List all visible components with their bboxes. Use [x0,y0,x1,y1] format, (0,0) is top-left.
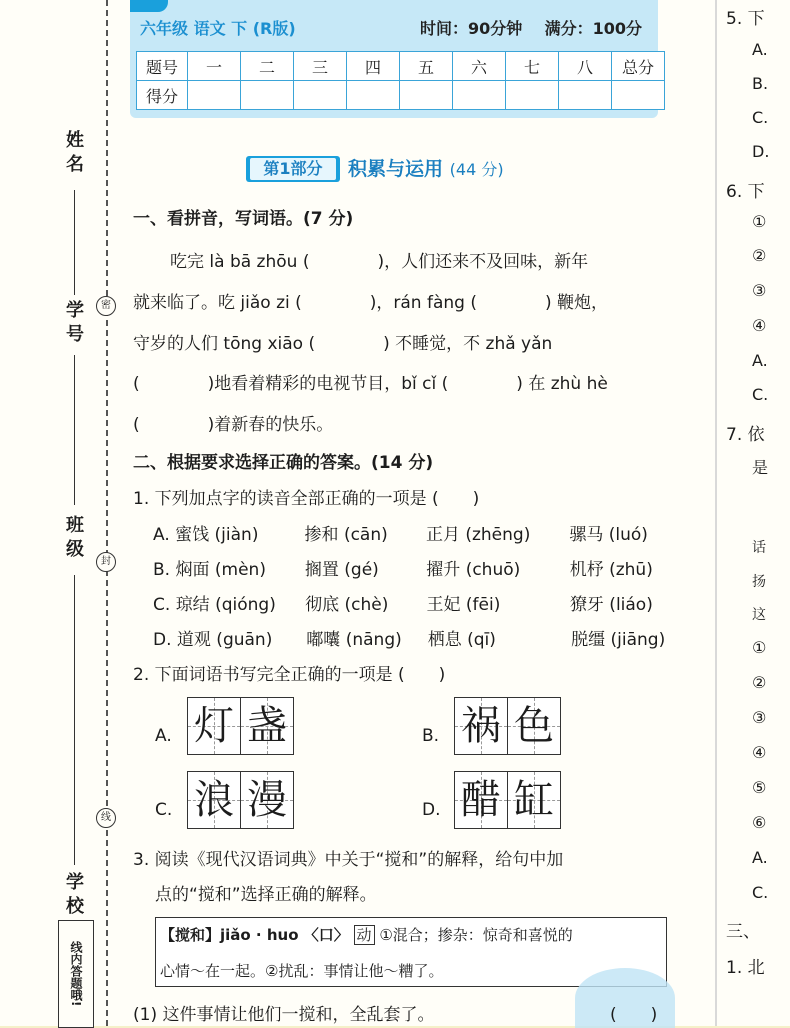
option-word: 蜜饯 (jiàn) [175,525,259,545]
section-title-text: 积累与运用 [348,158,444,180]
char: 醋 [461,777,501,823]
option-letter: D. [153,630,172,650]
header-tab [130,0,168,12]
grid-cell [241,698,293,754]
table-cell: 八 [559,52,612,81]
dict-headword: 【搅和】jiǎo · huo 〈口〉 [160,926,349,944]
score-input-cell[interactable] [400,81,453,110]
option-word: 道观 (guān) [176,630,273,650]
feng-seal-mark: 封 [96,552,116,572]
option-word: 机杼 (zhū) [569,560,653,580]
char: 浪 [194,777,234,823]
right-item: ④ [752,316,767,335]
right-item: ③ [752,281,767,300]
table-cell: 七 [506,52,559,81]
score-input-cell[interactable] [453,81,506,110]
grid-cell [241,772,293,828]
q2-1-option-b[interactable] [153,555,653,580]
score-input-cell[interactable] [241,81,294,110]
option-word: 搁置 (gé) [304,560,379,580]
score-input-cell[interactable] [559,81,612,110]
q2-2-stem: 2. 下面词语书写完全正确的一项是 ( ) [133,665,446,685]
option-word: 王妃 (fēi) [426,595,501,615]
char: 盏 [247,703,287,749]
q2-3-stem-line-2: 点的“搅和”选择正确的解释。 [155,885,377,905]
dict-pos-box: 动 [354,925,375,945]
char: 祸 [461,703,501,749]
option-letter: B. [153,560,171,580]
q1-heading: 一、看拼音，写词语。(7 分) [133,209,354,229]
right-item: 三、 [726,922,760,942]
name-label: 姓名 [63,130,84,178]
grid-cell [188,772,241,828]
score-table-score-row [137,81,665,110]
char: 色 [514,703,554,749]
q2-1-option-a[interactable] [153,520,648,545]
char: 灯 [194,703,234,749]
grid-cell [508,772,560,828]
right-item: 1. 北 [726,958,765,978]
grid-cell [455,698,508,754]
exam-time: 时间：90分钟 [420,19,523,38]
class-label: 班级 [63,515,84,563]
q2-2-label-b[interactable]: B. [422,726,440,746]
q1-line-1: 吃完 là bā zhōu ( )，人们还来不及回味，新年 [170,252,589,272]
seal-dashed-line [106,0,108,1026]
right-item: 这 [752,607,766,623]
q2-3-sub-1-answer-paren[interactable]: ( ) [610,1005,658,1025]
right-item: C. [752,108,769,127]
right-item: A. [752,848,768,867]
right-item: 话 [752,540,766,556]
right-item: 是 [752,458,769,477]
right-item: A. [752,351,768,370]
class-line [74,575,75,865]
table-cell: 五 [400,52,453,81]
dict-line-2: 心情～在一起。②扰乱：事情让他～糟了。 [160,962,444,980]
option-word: 琼结 (qióng) [175,595,276,615]
q2-2-option-c-grid[interactable] [187,771,294,829]
table-cell: 二 [241,52,294,81]
section-title [348,154,504,181]
time-score-info [420,16,642,39]
section-badge: 第1部分 [250,158,336,180]
score-table-header-row [137,52,665,81]
char: 缸 [514,777,554,823]
q1-line-3: 守岁的人们 tōng xiāo ( ) 不睡觉，不 zhǎ yǎn [133,334,553,354]
table-cell: 四 [347,52,400,81]
option-word: 正月 (zhēng) [425,525,531,545]
option-word: 嘟囔 (nāng) [306,630,402,650]
right-item: 7. 依 [726,425,765,445]
option-word: 骡马 (luó) [569,525,648,545]
q2-2-label-a[interactable]: A. [155,726,172,746]
score-input-cell[interactable] [612,81,665,110]
option-word: 脱缰 (jiāng) [571,630,666,650]
grid-cell [188,698,241,754]
grade-subject: 六年级 语文 下 (R版) [140,19,296,38]
option-letter: C. [153,595,171,615]
q2-3-sub-1: (1) 这件事情让他们一搅和，全乱套了。 [133,1005,435,1025]
q1-line-2: 就来临了。吃 jiǎo zi ( )，rán fàng ( ) 鞭炮， [133,293,609,313]
binding-margin [0,0,118,1026]
q2-2-label-c[interactable]: C. [155,800,173,820]
table-cell: 题号 [137,52,188,81]
right-item: 扬 [752,574,766,590]
q2-1-stem: 1. 下列加点字的读音全部正确的一项是 ( ) [133,489,480,509]
student-no-line [74,355,75,505]
option-word: 掺和 (cān) [304,525,388,545]
q2-3-stem-line-1: 3. 阅读《现代汉语词典》中关于“搅和”的解释，给句中加 [133,850,564,870]
right-item: ⑥ [752,813,767,832]
table-cell: 一 [188,52,241,81]
right-item: 6. 下 [726,182,765,202]
right-item: ① [752,212,767,231]
char: 漫 [247,777,287,823]
notice-box: 线内答题哦! [58,920,94,1028]
option-word: 焖面 (mèn) [175,560,266,580]
q2-2-option-b-grid[interactable] [454,697,561,755]
section-score: (44 分) [449,160,504,179]
right-item: D. [752,142,770,161]
right-item: C. [752,883,769,902]
right-item: ④ [752,743,767,762]
right-item: ③ [752,708,767,727]
name-line [74,190,75,295]
full-score: 满分：100分 [544,19,642,38]
right-item: ① [752,638,767,657]
table-cell: 总分 [612,52,665,81]
right-item: ⑤ [752,778,767,797]
score-input-cell[interactable] [188,81,241,110]
right-item: B. [752,74,769,93]
score-input-cell[interactable] [506,81,559,110]
table-cell: 得分 [137,81,188,110]
right-item: A. [752,40,768,59]
q2-1-option-d[interactable] [153,625,665,650]
q2-2-option-a-grid[interactable] [187,697,294,755]
q2-2-option-d-grid[interactable] [454,771,561,829]
student-no-label: 学号 [63,300,84,348]
mi-seal-mark: 密 [96,296,116,316]
option-word: 獠牙 (liáo) [569,595,653,615]
grid-cell [455,772,508,828]
right-item: C. [752,385,769,404]
right-item: 5. 下 [726,9,765,29]
table-cell: 三 [294,52,347,81]
score-table [136,51,665,110]
grid-cell [508,698,560,754]
school-label: 学校 [63,872,84,920]
q2-1-option-c[interactable] [153,590,653,615]
score-input-cell[interactable] [347,81,400,110]
option-word: 擢升 (chuō) [426,560,521,580]
dict-sense-1: ①混合；掺杂：惊奇和喜悦的 [379,926,573,944]
dict-line-1 [160,924,573,945]
q2-2-label-d[interactable]: D. [422,800,441,820]
option-letter: A. [153,525,170,545]
right-item: ② [752,673,767,692]
right-item: ② [752,246,767,265]
option-word: 彻底 (chè) [305,595,389,615]
q1-line-5: ( )着新春的快乐。 [133,415,334,435]
option-word: 栖息 (qī) [427,630,496,650]
q1-line-4: ( )地看着精彩的电视节目，bǐ cǐ ( ) 在 zhù hè [133,374,608,394]
score-input-cell[interactable] [294,81,347,110]
q2-heading: 二、根据要求选择正确的答案。(14 分) [133,453,434,473]
xian-seal-mark: 线 [96,808,116,828]
table-cell: 六 [453,52,506,81]
